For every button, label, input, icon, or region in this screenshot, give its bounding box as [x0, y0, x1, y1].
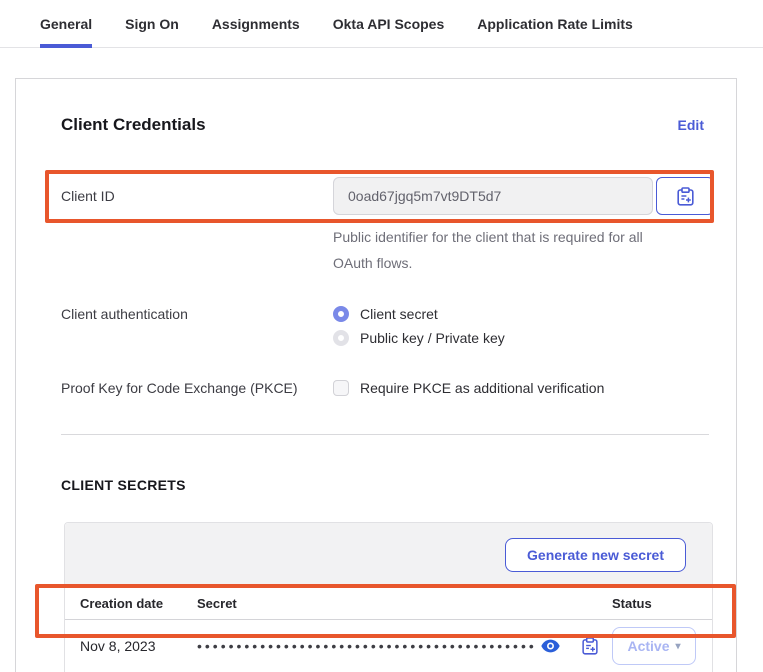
client-id-help-line-1: Public identifier for the client that is required for all: [333, 229, 643, 245]
client-authentication-label: Client authentication: [61, 306, 188, 322]
column-header-secret: Secret: [197, 595, 237, 611]
secrets-table-toolbar: [65, 523, 712, 587]
radio-unselected-icon[interactable]: [333, 330, 349, 346]
client-credentials-header: [61, 115, 704, 135]
secret-creation-date: Nov 8, 2023: [80, 638, 156, 654]
client-id-input-group: [333, 177, 714, 215]
copy-secret-button[interactable]: [582, 637, 598, 655]
option-public-private-key[interactable]: [333, 330, 704, 346]
option-client-secret-label: Client secret: [360, 306, 438, 322]
client-id-help-row: [61, 215, 704, 276]
tab-sign-on[interactable]: Sign On: [125, 15, 179, 32]
section-divider: [61, 434, 709, 435]
column-header-status: Status: [612, 595, 652, 611]
reveal-secret-button[interactable]: [541, 639, 560, 653]
client-secrets-title: CLIENT SECRETS: [61, 477, 186, 493]
client-secrets-table: [64, 522, 713, 672]
client-credentials-title: Client Credentials: [61, 115, 206, 134]
eye-icon: [541, 639, 560, 653]
app-tabbar: [0, 0, 763, 48]
client-id-label: Client ID: [61, 188, 115, 204]
client-id-field: 0oad67jgq5m7vt9DT5d7: [333, 177, 653, 215]
general-settings-card: [15, 78, 737, 672]
option-client-secret[interactable]: [333, 306, 704, 322]
edit-link[interactable]: Edit: [677, 117, 704, 133]
clipboard-copy-icon: [582, 637, 598, 655]
radio-selected-icon[interactable]: [333, 306, 349, 322]
option-public-private-key-label: Public key / Private key: [360, 330, 505, 346]
client-authentication-options: [333, 306, 704, 346]
pkce-label: Proof Key for Code Exchange (PKCE): [61, 380, 298, 396]
client-id-help-line-2: OAuth flows.: [333, 255, 413, 271]
pkce-option[interactable]: [333, 380, 704, 396]
column-header-creation-date: Creation date: [80, 595, 164, 611]
client-authentication-row: [61, 306, 704, 346]
secrets-table-header: [65, 587, 712, 620]
pkce-checkbox[interactable]: [333, 380, 349, 396]
secret-table-row: [65, 620, 712, 672]
tab-assignments[interactable]: Assignments: [211, 15, 300, 32]
status-label: Active: [627, 638, 670, 654]
tab-application-rate-limits[interactable]: Application Rate Limits: [477, 15, 633, 32]
copy-client-id-button[interactable]: [656, 177, 714, 215]
pkce-checkbox-label: Require PKCE as additional verification: [360, 380, 605, 396]
tab-okta-api-scopes[interactable]: Okta API Scopes: [332, 15, 445, 32]
generate-new-secret-button[interactable]: Generate new secret: [505, 538, 686, 572]
client-id-help: [333, 224, 704, 276]
secret-cell: [197, 637, 612, 655]
clipboard-copy-icon: [677, 187, 694, 206]
pkce-row: [61, 380, 704, 396]
secret-status-cell: [612, 627, 712, 665]
caret-down-icon: ▾: [675, 640, 681, 652]
client-id-row: [61, 177, 704, 215]
status-dropdown-button[interactable]: [612, 627, 696, 665]
masked-secret-value: •••••••••••••••••••••••••••••••••••••••••••: [197, 638, 537, 654]
tab-general[interactable]: General: [40, 0, 92, 48]
